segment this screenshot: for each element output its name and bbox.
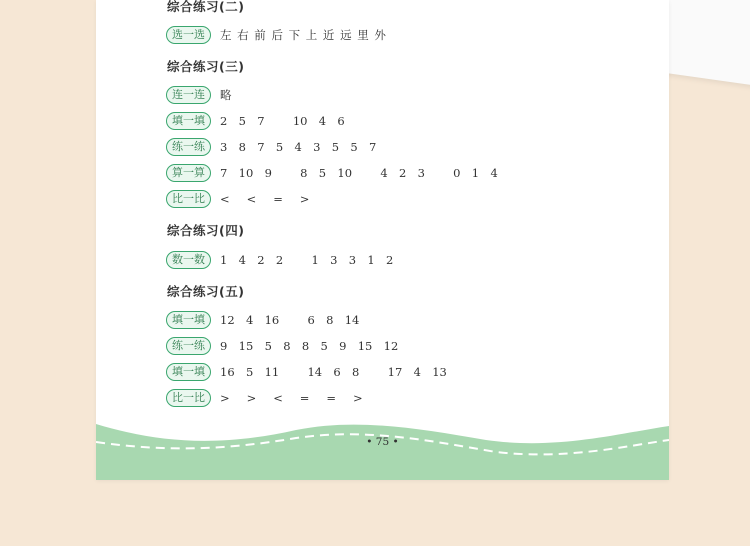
exercise-badge: 比一比 [166,389,211,407]
answer-row [166,164,498,182]
answer-text: 略 [220,88,232,102]
answer-page [96,0,669,480]
answer-text: 12 4 16 6 8 14 [220,313,360,327]
answer-row [166,138,376,156]
exercise-badge: 连一连 [166,86,211,104]
exercise-badge: 填一填 [166,363,211,381]
answer-text: 1 4 2 2 1 3 3 1 2 [220,253,394,267]
answer-text: 9 15 5 8 8 5 9 15 12 [220,339,399,353]
answer-text: 7 10 9 8 5 10 4 2 3 0 1 4 [220,166,498,180]
answer-row [166,311,359,329]
section-title: 综合练习(三) [167,59,245,74]
section-title: 综合练习(二) [167,0,245,14]
answer-row [166,112,345,130]
answer-text: 16 5 11 14 6 8 17 4 13 [220,365,447,379]
exercise-badge: 比一比 [166,190,211,208]
wave-footer-decoration [96,420,669,480]
exercise-badge: 练一练 [166,138,211,156]
answer-text: 3 8 7 5 4 3 5 5 7 [220,140,377,154]
exercise-badge: 算一算 [166,164,211,182]
answer-row [166,251,393,269]
answer-row [166,26,386,44]
page-number: • 75 • [366,436,399,448]
section-title: 综合练习(四) [167,223,245,238]
answer-text: > > < = = > [220,391,363,405]
exercise-badge: 练一练 [166,337,211,355]
answer-text: < < = > [220,192,310,206]
exercise-badge: 选一选 [166,26,211,44]
answer-row [166,389,363,407]
exercise-badge: 数一数 [166,251,211,269]
section-title: 综合练习(五) [167,284,245,299]
answer-row [166,363,447,381]
answer-row [166,337,398,355]
answer-row [166,86,232,104]
answer-row [166,190,309,208]
answer-text: 2 5 7 10 4 6 [220,114,345,128]
answer-text: 左 右 前 后 下 上 近 远 里 外 [220,28,386,42]
exercise-badge: 填一填 [166,112,211,130]
exercise-badge: 填一填 [166,311,211,329]
